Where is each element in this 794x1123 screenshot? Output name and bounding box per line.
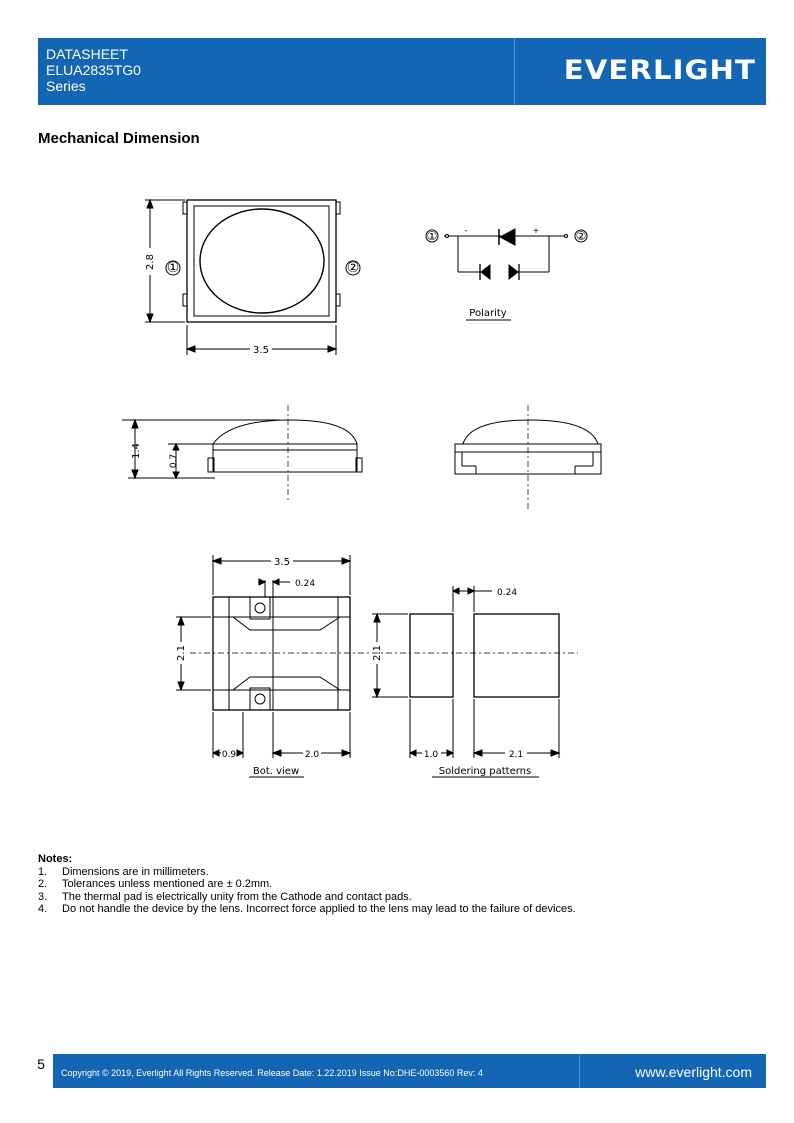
note-text: Do not handle the device by the lens. Incorrect force applied to the lens may lead to the failure of devices. xyxy=(62,903,576,915)
polarity-plus: + xyxy=(532,226,540,235)
page-footer xyxy=(30,1054,766,1088)
website-link[interactable]: www.everlight.com xyxy=(635,1064,752,1080)
side-body-height-label: 0.7 xyxy=(169,453,179,469)
top-width-label: 3.5 xyxy=(253,345,269,356)
top-pin2-label: ② xyxy=(346,260,360,276)
bottom-right-pad-label: 2.0 xyxy=(304,750,320,760)
note-item xyxy=(38,866,576,879)
note-text: The thermal pad is electrically unity from the Cathode and contact pads. xyxy=(62,890,412,903)
bottom-view-caption: Bot. view xyxy=(252,766,300,777)
soldering-pattern xyxy=(372,586,559,777)
polarity-minus: - xyxy=(464,226,468,235)
note-number: 1. xyxy=(38,865,48,878)
polarity-pin1-label: ① xyxy=(426,229,438,243)
polarity-pin2-label: ② xyxy=(575,229,587,243)
bottom-width-label: 3.5 xyxy=(274,557,290,568)
soldering-caption: Soldering patterns xyxy=(438,766,532,777)
copyright-text: Copyright © 2019, Everlight All Rights Reserved. Release Date: 1.22.2019 Issue No:DHE-0003560 Rev: 4 xyxy=(61,1068,483,1078)
note-text: Dimensions are in millimeters. xyxy=(62,865,209,878)
polarity-label: Polarity xyxy=(469,308,507,319)
note-item xyxy=(38,878,576,891)
side-view-front xyxy=(122,405,362,500)
everlight-logo: EVERLIGHT xyxy=(563,55,756,86)
note-item xyxy=(38,891,576,904)
part-number: ELUA2835TG0 xyxy=(46,62,141,78)
note-number: 4. xyxy=(38,903,48,915)
solder-left-pad-label: 1.0 xyxy=(423,750,439,760)
solder-right-pad-label: 2.1 xyxy=(508,750,524,760)
footer-divider xyxy=(579,1054,580,1088)
note-text: Tolerances unless mentioned are ± 0.2mm. xyxy=(62,878,273,890)
doc-type: DATASHEET xyxy=(46,46,128,62)
note-number: 2. xyxy=(38,878,48,890)
bottom-height-label: 2.1 xyxy=(176,645,187,661)
solder-offset-label: 0.24 xyxy=(497,588,518,598)
solder-height-label: 2.1 xyxy=(372,645,383,661)
side-total-height-label: 1.4 xyxy=(131,443,142,459)
note-number: 3. xyxy=(38,890,48,903)
bottom-left-pad-label: 0.9 xyxy=(221,750,237,760)
polarity-symbol xyxy=(426,229,587,320)
note-item xyxy=(38,903,576,916)
bottom-offset-label: 0.24 xyxy=(295,579,316,589)
series-label: Series xyxy=(46,78,86,94)
top-pin1-label: ① xyxy=(166,260,180,276)
top-view xyxy=(145,200,360,355)
top-height-label: 2.8 xyxy=(145,254,156,270)
page-number: 5 xyxy=(37,1056,45,1072)
notes-section xyxy=(38,853,576,916)
side-view-side xyxy=(455,405,601,512)
footer-bar xyxy=(53,1054,766,1088)
notes-title: Notes: xyxy=(38,853,73,865)
section-title: Mechanical Dimension xyxy=(38,130,200,147)
